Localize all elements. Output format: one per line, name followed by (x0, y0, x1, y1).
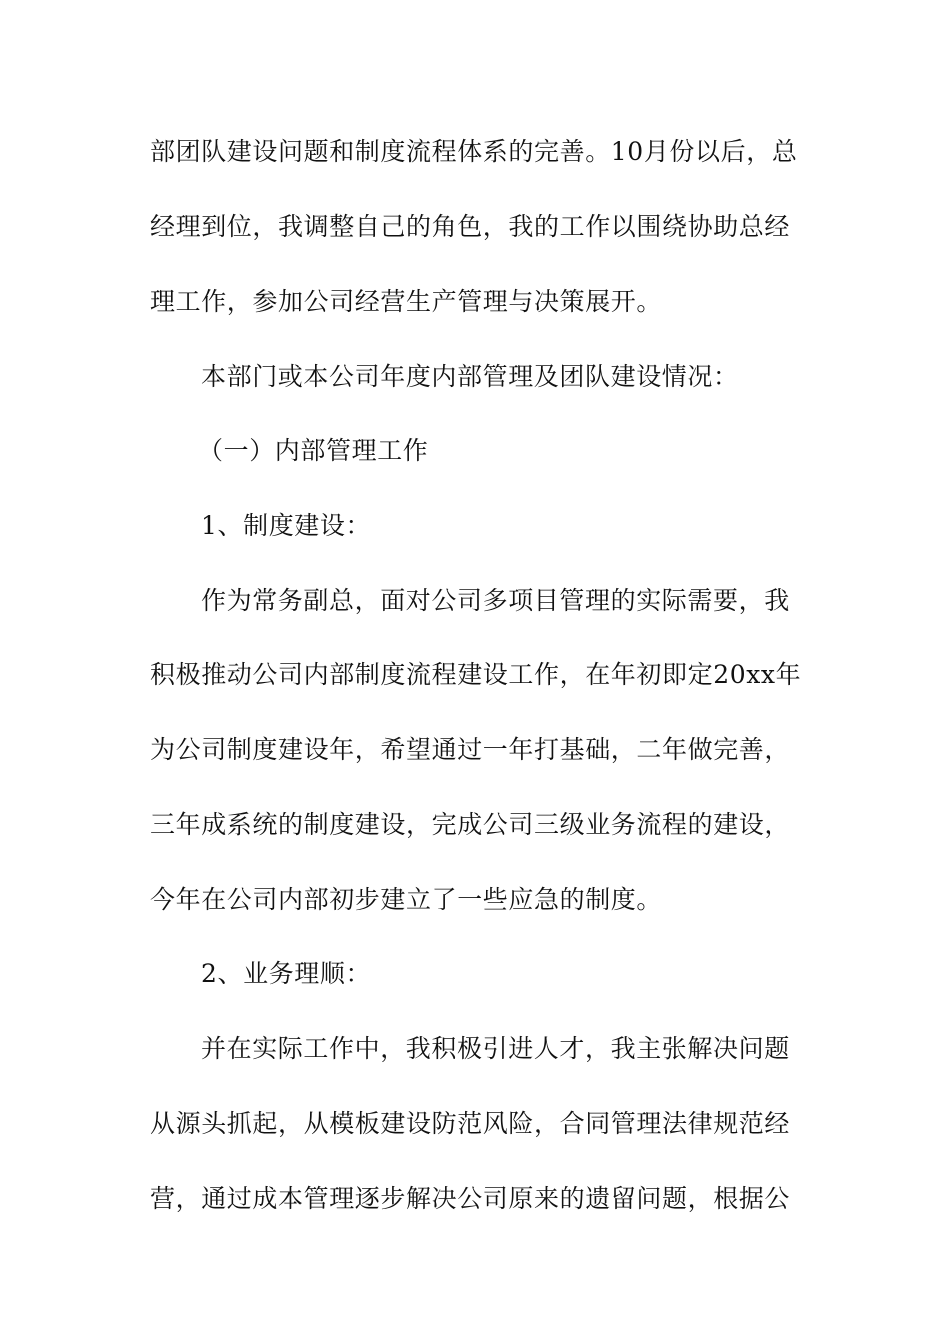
paragraph-line-5: 今年在公司内部初步建立了一些应急的制度。 (150, 885, 663, 914)
paragraph-line-4: 三年成系统的制度建设，完成公司三级业务流程的建设， (150, 810, 791, 839)
paragraph-2-line-3: 营，通过成本管理逐步解决公司原来的遗留问题，根据公 (150, 1184, 791, 1213)
paragraph-2-line-1: 并在实际工作中，我积极引进人才，我主张解决问题 (201, 1034, 790, 1063)
paragraph-line-1: 作为常务副总，面对公司多项目管理的实际需要，我 (201, 586, 790, 615)
text-line-3: 理工作，参加公司经营生产管理与决策展开。 (150, 287, 663, 316)
paragraph-2-line-2: 从源头抓起，从模板建设防范风险，合同管理法律规范经 (150, 1109, 791, 1138)
text-line-1: 部团队建设问题和制度流程体系的完善。10月份以后，总 (150, 137, 798, 166)
section-heading-internal-management: （一）内部管理工作 (198, 436, 429, 465)
section-intro-line: 本部门或本公司年度内部管理及团队建设情况： (201, 362, 739, 391)
subheading-system-building: 1、制度建设： (201, 511, 372, 540)
paragraph-line-2: 积极推动公司内部制度流程建设工作，在年初即定20xx年 (150, 660, 802, 689)
paragraph-line-3: 为公司制度建设年，希望通过一年打基础，二年做完善， (150, 735, 791, 764)
text-line-2: 经理到位，我调整自己的角色，我的工作以围绕协助总经 (150, 212, 791, 241)
subheading-business-streamlining: 2、业务理顺： (201, 959, 372, 988)
